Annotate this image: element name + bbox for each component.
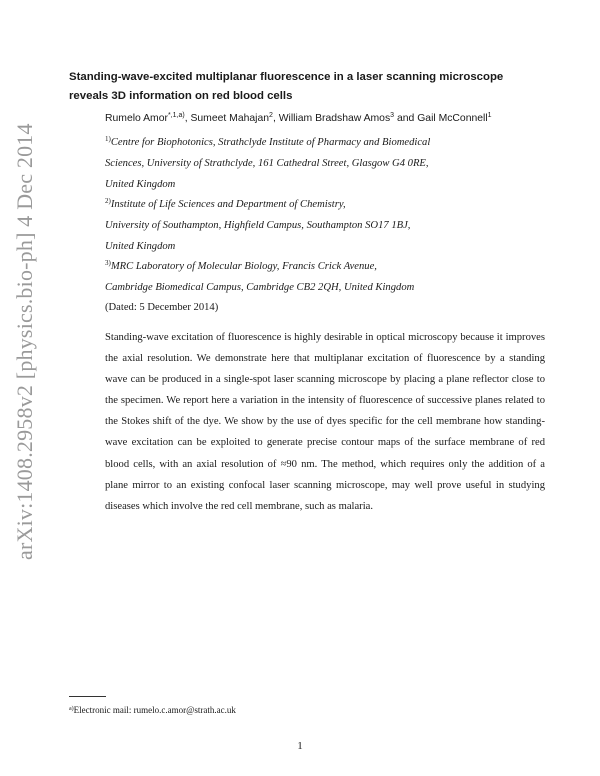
footnote-text: Electronic mail: rumelo.c.amor@strath.ac.uk bbox=[73, 705, 236, 715]
affiliation-1 bbox=[105, 129, 545, 195]
footnote-rule bbox=[69, 696, 106, 697]
author-name: Sumeet Mahajan bbox=[190, 113, 270, 124]
author-name: Rumelo Amor bbox=[105, 113, 168, 124]
author-list bbox=[105, 112, 545, 124]
arxiv-identifier-stamp: arXiv:1408.2958v2 [physics.bio-ph] 4 Dec 2014 bbox=[12, 123, 37, 560]
affiliation-line: University of Southampton, Highfield Campus, Southampton SO17 1BJ, bbox=[105, 220, 411, 231]
affiliation-line: $^{1)}$Centre for Biophotonics, Strathclyde Institute of Pharmacy and Biomedical bbox=[105, 135, 431, 148]
author-mark: 1 bbox=[487, 112, 492, 119]
affiliation-2 bbox=[105, 191, 545, 257]
affiliation-mark: 3) bbox=[105, 259, 111, 267]
abstract-text: Standing-wave excitation of fluorescence is highly desirable in optical microscopy because it improves the axial resolution. We demonstrate here that multiplanar excitation of fluorescence by a standing wave can be produced in a single-spot laser scanning microscope by placing a plane reflector close to the specimen. We report here a variation in the intensity of fluorescence of successive planes related to the Stokes shift of the dye. We show by the use of dyes specific for the cell membrane how standing-wave excitation can be exploited to generate precise contour maps of the surface membrane of red blood cells, with an axial resolution of ≈90 nm. The method, which requires only the addition of a plane mirror to an existing confocal laser scanning microscope, may well prove useful in studying diseases which involve the red cell membrane, such as malaria. bbox=[105, 332, 545, 512]
author-name: Gail McConnell bbox=[417, 113, 488, 124]
affiliation-line: Sciences, University of Strathclyde, 161 Cathedral Street, Glasgow G4 0RE, bbox=[105, 158, 429, 169]
affiliation-mark: 1) bbox=[105, 135, 111, 143]
affiliation-line: $^{3)}$MRC Laboratory of Molecular Biology, Francis Crick Avenue, bbox=[105, 259, 377, 272]
author-mark: 3 bbox=[390, 112, 395, 119]
author-name: William Bradshaw Amos bbox=[278, 113, 391, 124]
dated-line: (Dated: 5 December 2014) bbox=[105, 302, 219, 313]
author-separator: , bbox=[272, 113, 279, 124]
author-mark: *,1,a) bbox=[167, 112, 185, 119]
affiliation-line: United Kingdom bbox=[105, 179, 176, 190]
page-number: 1 bbox=[297, 740, 303, 752]
affiliation-line: Cambridge Biomedical Campus, Cambridge CB2 2QH, United Kingdom bbox=[105, 282, 415, 293]
author-mark: 2 bbox=[269, 112, 273, 119]
affiliation-line: United Kingdom bbox=[105, 241, 176, 252]
affiliation-line: $^{2)}$Institute of Life Sciences and Department of Chemistry, bbox=[105, 197, 346, 210]
footnote-mark: a) bbox=[69, 706, 74, 712]
author-separator: and bbox=[394, 113, 418, 124]
author-separator: , bbox=[184, 113, 191, 124]
paper-title: Standing-wave-excited multiplanar fluorescence in a laser scanning microscope reveals 3D information on red blood cells bbox=[69, 71, 504, 102]
affiliation-3 bbox=[105, 253, 545, 298]
footnote bbox=[69, 705, 236, 715]
affiliation-mark: 2) bbox=[105, 197, 111, 205]
